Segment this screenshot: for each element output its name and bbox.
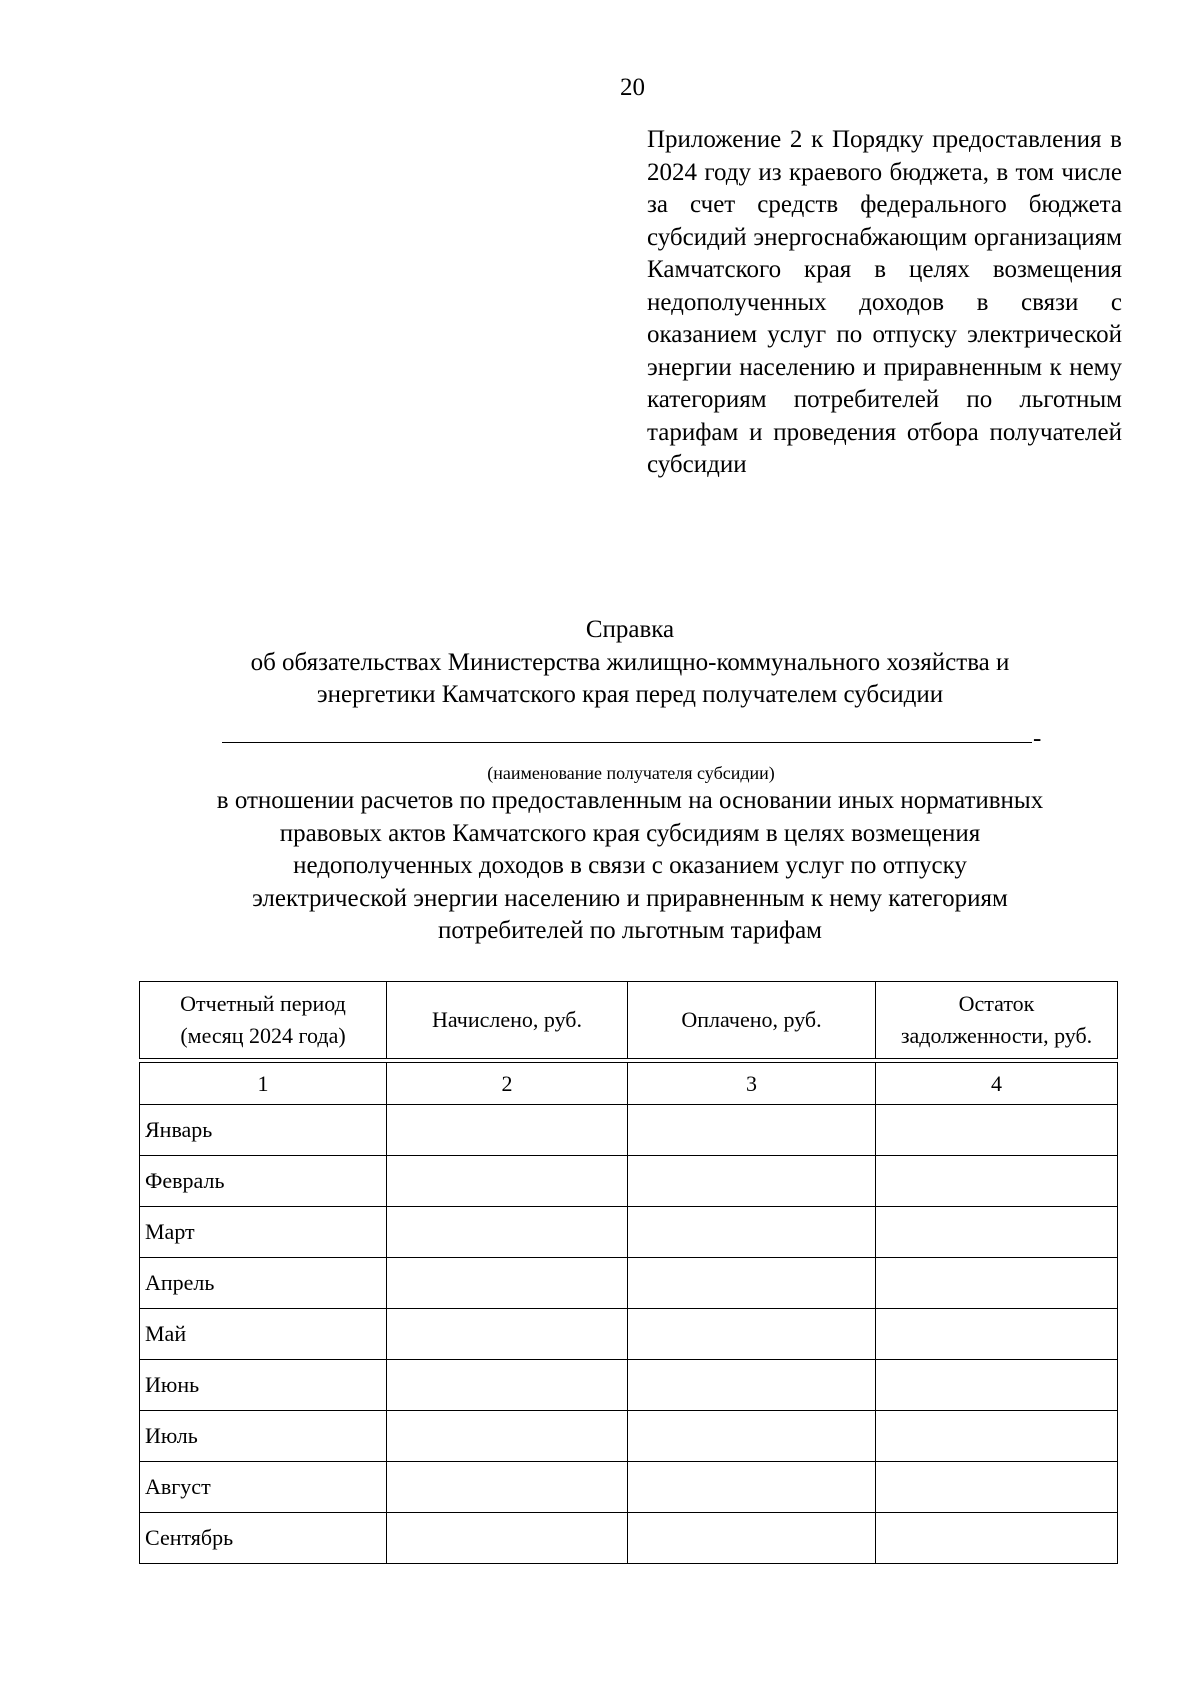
document-title <box>130 614 1130 712</box>
column-number: 4 <box>876 1063 1118 1105</box>
month-cell: Март <box>140 1207 387 1258</box>
appendix-note: Приложение 2 к Порядку предоставления в 2024 году из краевого бюджета, в том числе за счет средств федерального бюджета субсидий энергоснабжающим организациям Камчатского края в целях возмещения недополученных доходов в связи с оказанием услуг по отпуску электрической энергии населению и приравненным к нему категориям потребителей по льготным тарифам и проведения отбора получателей субсидии <box>647 126 1122 478</box>
balance-cell[interactable] <box>876 1105 1118 1156</box>
balance-cell[interactable] <box>876 1258 1118 1309</box>
page-number: 20 <box>620 74 645 101</box>
recipient-name-caption: (наименование получателя субсидии) <box>487 763 775 783</box>
subtitle-line: недополученных доходов в связи с оказанием услуг по отпуску <box>293 852 967 879</box>
header-period-line: (месяц 2024 года) <box>180 1023 346 1048</box>
table-row <box>140 1360 1118 1411</box>
month-cell: Август <box>140 1462 387 1513</box>
paid-cell[interactable] <box>628 1156 876 1207</box>
balance-cell[interactable] <box>876 1462 1118 1513</box>
month-cell: Июль <box>140 1411 387 1462</box>
header-period-line: Отчетный период <box>180 991 346 1016</box>
column-number: 1 <box>140 1063 387 1105</box>
column-number: 3 <box>628 1063 876 1105</box>
accrued-cell[interactable] <box>387 1411 628 1462</box>
month-cell: Сентябрь <box>140 1513 387 1564</box>
month-cell: Февраль <box>140 1156 387 1207</box>
month-cell: Апрель <box>140 1258 387 1309</box>
paid-cell[interactable] <box>628 1207 876 1258</box>
recipient-line-dash: - <box>1033 725 1042 752</box>
column-number: 2 <box>387 1063 628 1105</box>
paid-cell[interactable] <box>628 1462 876 1513</box>
table-row <box>140 1309 1118 1360</box>
title-line: энергетики Камчатского края перед получателем субсидии <box>316 681 944 708</box>
table-row <box>140 1105 1118 1156</box>
subtitle-line: в отношении расчетов по предоставленным на основании иных нормативных <box>216 787 1044 814</box>
accrued-cell[interactable] <box>387 1207 628 1258</box>
header-paid: Оплачено, руб. <box>628 982 876 1059</box>
paid-cell[interactable] <box>628 1513 876 1564</box>
subtitle-line: электрической энергии населению и приравненным к нему категориям <box>252 884 1008 912</box>
accrued-cell[interactable] <box>387 1258 628 1309</box>
balance-cell[interactable] <box>876 1411 1118 1462</box>
paid-cell[interactable] <box>628 1360 876 1411</box>
accrued-cell[interactable] <box>387 1156 628 1207</box>
column-number-row <box>140 1063 1118 1105</box>
balance-cell[interactable] <box>876 1360 1118 1411</box>
document-subtitle <box>130 785 1130 948</box>
title-line: Справка <box>585 616 675 643</box>
recipient-name-line[interactable] <box>222 742 1032 743</box>
header-accrued: Начислено, руб. <box>387 982 628 1059</box>
subtitle-line: правовых актов Камчатского края субсидиям в целях возмещения <box>279 819 981 847</box>
month-cell: Июнь <box>140 1360 387 1411</box>
table-row <box>140 1207 1118 1258</box>
month-cell: Май <box>140 1309 387 1360</box>
accrued-cell[interactable] <box>387 1462 628 1513</box>
table-row <box>140 1258 1118 1309</box>
table-row <box>140 1462 1118 1513</box>
balance-cell[interactable] <box>876 1156 1118 1207</box>
title-line: об обязательствах Министерства жилищно-коммунального хозяйства и <box>250 648 1010 676</box>
header-balance-line: Остаток <box>958 991 1035 1016</box>
header-balance-line: задолженности, руб. <box>900 1023 1093 1048</box>
accrued-cell[interactable] <box>387 1513 628 1564</box>
paid-cell[interactable] <box>628 1411 876 1462</box>
balance-cell[interactable] <box>876 1513 1118 1564</box>
header-row <box>140 982 1118 1059</box>
paid-cell[interactable] <box>628 1258 876 1309</box>
obligations-table-header <box>139 981 1118 1059</box>
paid-cell[interactable] <box>628 1309 876 1360</box>
balance-cell[interactable] <box>876 1207 1118 1258</box>
accrued-cell[interactable] <box>387 1360 628 1411</box>
table-row <box>140 1411 1118 1462</box>
accrued-cell[interactable] <box>387 1105 628 1156</box>
balance-cell[interactable] <box>876 1309 1118 1360</box>
header-balance <box>876 982 1118 1059</box>
paid-cell[interactable] <box>628 1105 876 1156</box>
subtitle-line: потребителей по льготным тарифам <box>438 917 822 944</box>
accrued-cell[interactable] <box>387 1309 628 1360</box>
table-row <box>140 1513 1118 1564</box>
obligations-table-body <box>139 1062 1118 1564</box>
month-cell: Январь <box>140 1105 387 1156</box>
header-period <box>140 982 387 1059</box>
table-row <box>140 1156 1118 1207</box>
